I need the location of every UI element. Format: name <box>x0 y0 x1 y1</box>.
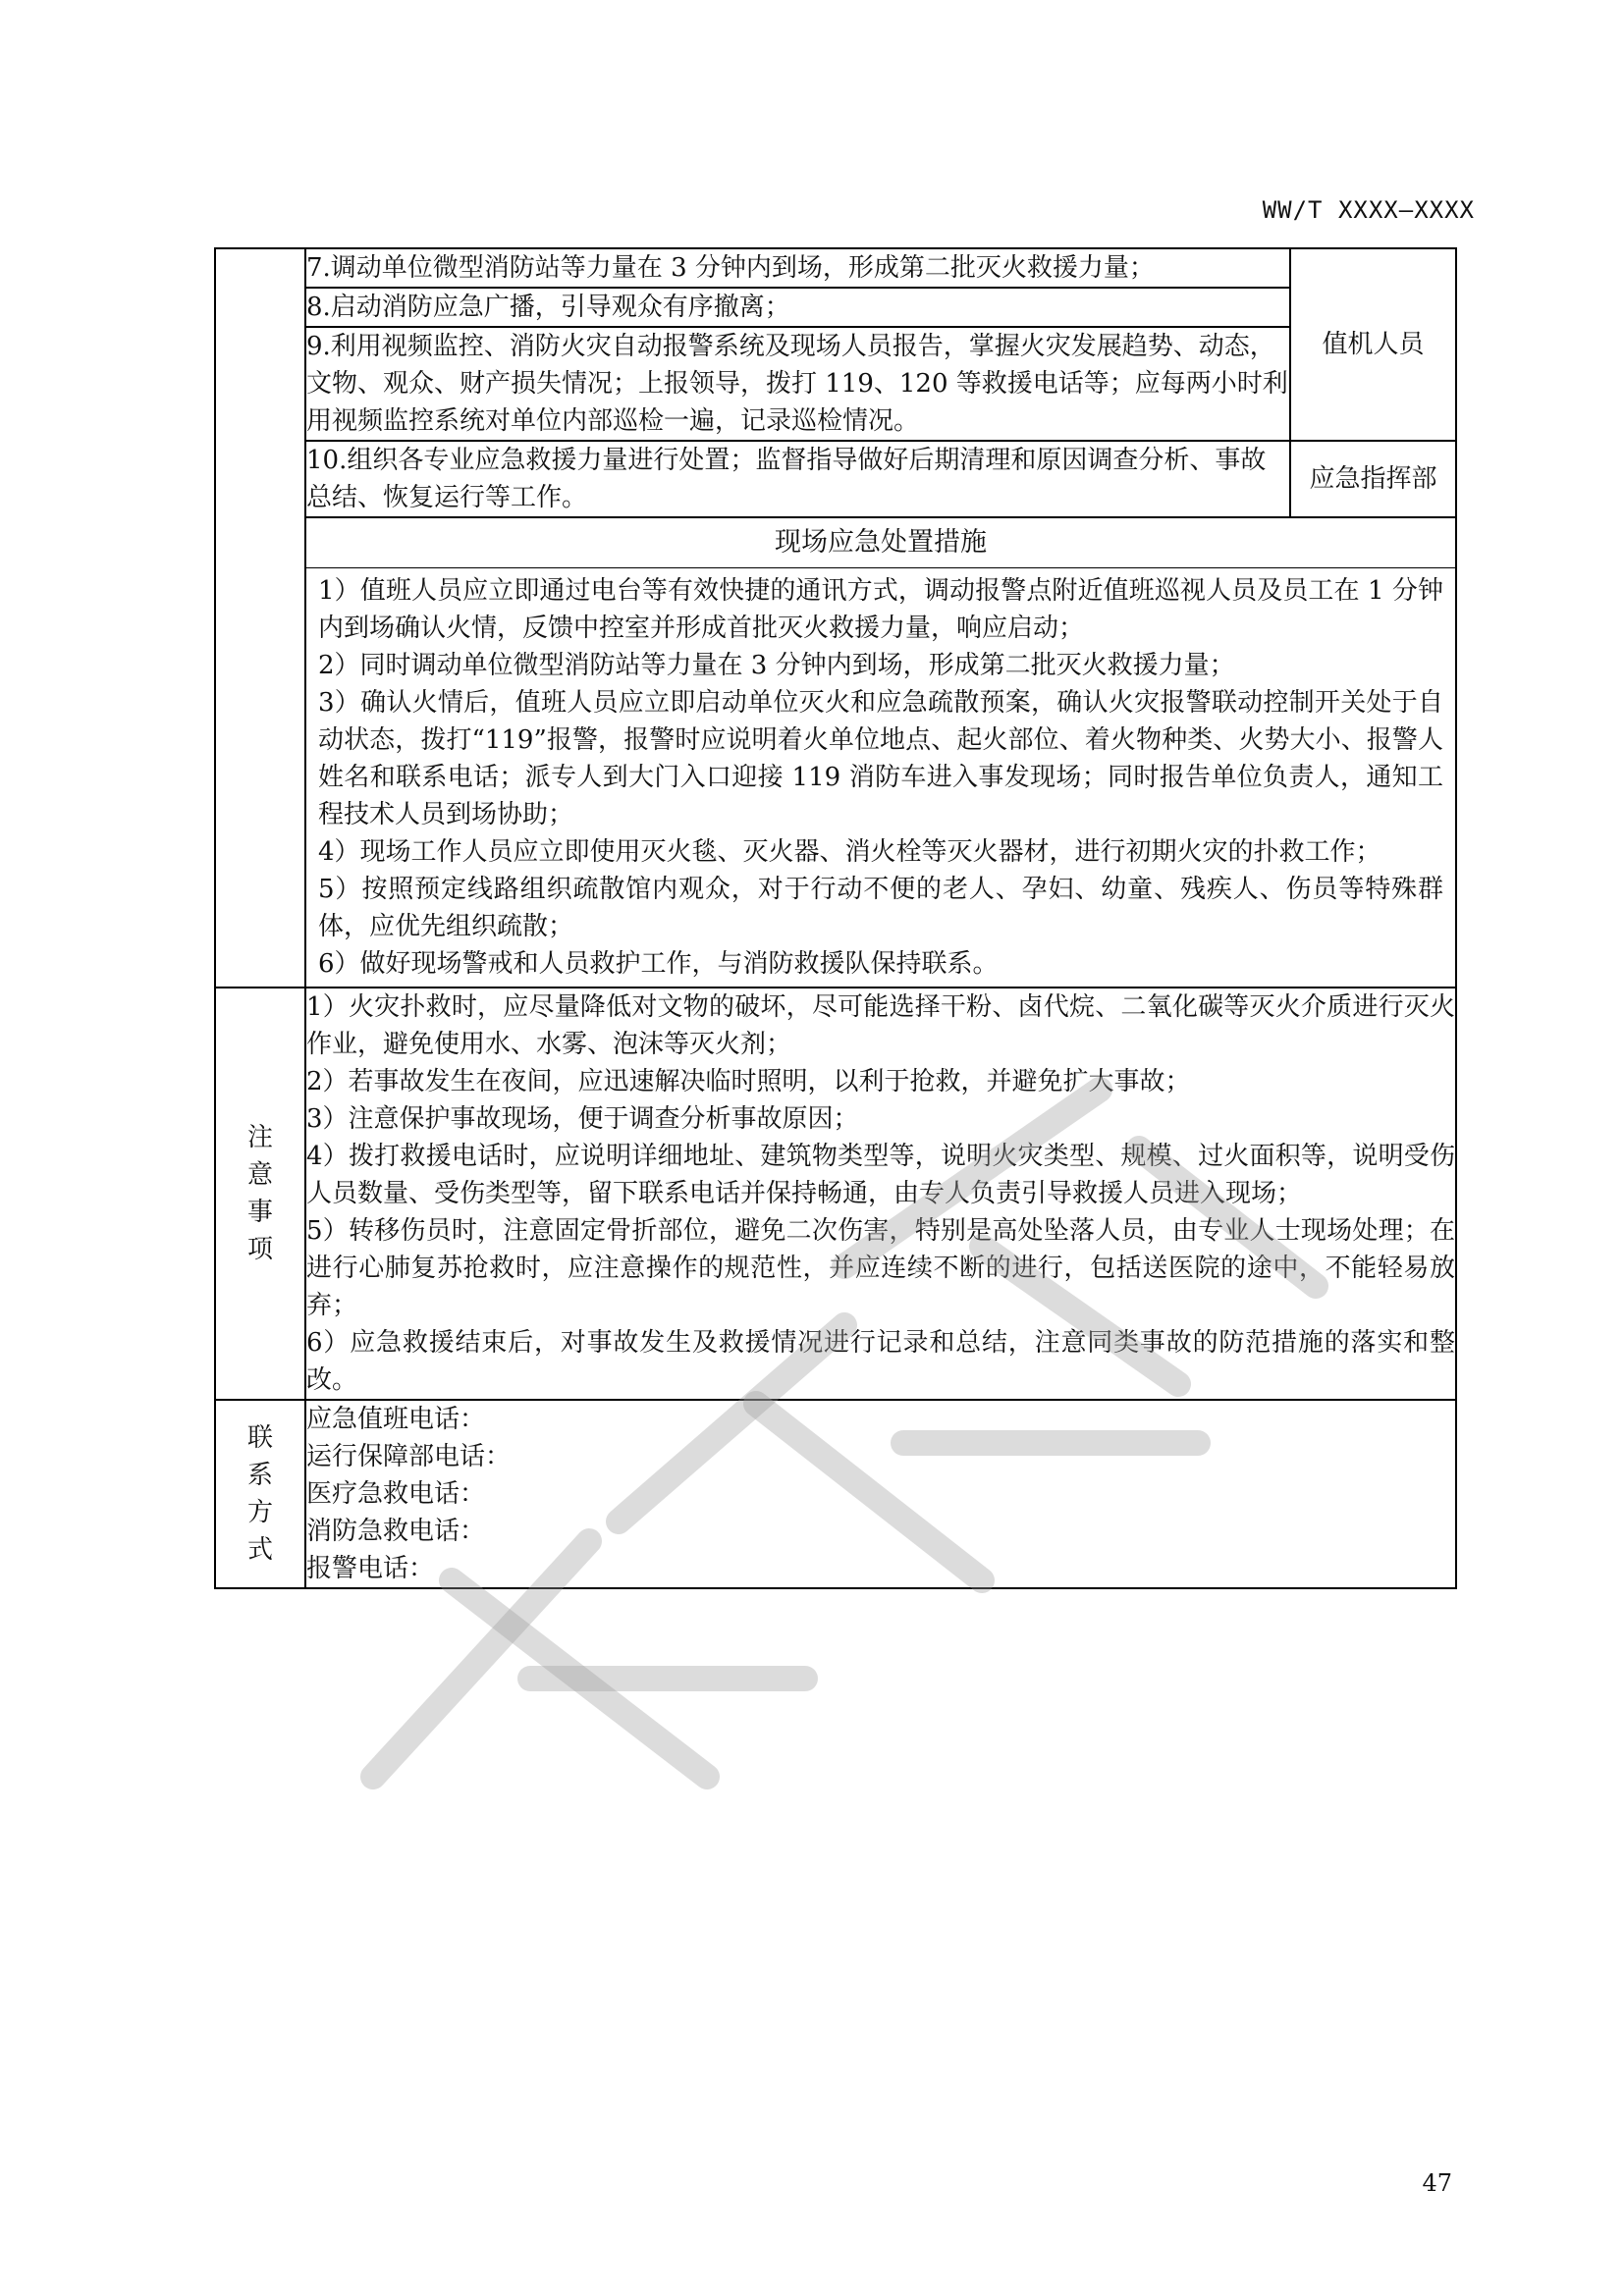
contact-label-char: 系 <box>246 1461 273 1490</box>
note-item: 5）转移伤员时，注意固定骨折部位，避免二次伤害，特别是高处坠落人员，由专业人士现场处理；在进行心肺复苏抢救时，应注意操作的规范性，并应连续不断的进行，包括送医院的途中，不能轻易放弃； <box>306 1216 1455 1320</box>
contact-label-char: 联 <box>246 1423 273 1453</box>
note-item: 3）注意保护事故现场，便于调查分析事故原因； <box>306 1104 859 1134</box>
contact-label-char: 式 <box>246 1535 273 1565</box>
onsite-cell <box>305 517 1456 988</box>
note-item: 4）拨打救援电话时，应说明详细地址、建筑物类型等，说明火灾类型、规模、过火面积等，说明受伤人员数量、受伤类型等，留下联系电话并保持畅通，由专人负责引导救援人员进入现场； <box>306 1142 1455 1208</box>
page-number: 47 <box>1422 2169 1452 2197</box>
onsite-item: 5）按照预定线路组织疏散馆内观众，对于行动不便的老人、孕妇、幼童、残疾人、伤员等特殊群体，应优先组织疏散； <box>318 875 1443 941</box>
contact-cell <box>305 1400 1456 1588</box>
notes-label-char: 注 <box>246 1123 273 1152</box>
onsite-item: 6）做好现场警戒和人员救护工作，与消防救援队保持联系。 <box>318 949 999 979</box>
role-duty-staff: 值机人员 <box>1290 249 1455 441</box>
task-item: 8.启动消防应急广播，引导观众有序撤离； <box>306 288 1290 327</box>
notes-cell <box>305 988 1456 1400</box>
contact-item: 报警电话： <box>306 1554 435 1583</box>
task-item: 7.调动单位微型消防站等力量在 3 分钟内到场，形成第二批灭火救援力量； <box>306 249 1290 288</box>
role-command: 应急指挥部 <box>1290 441 1455 516</box>
tasks-row <box>215 248 1456 517</box>
onsite-item: 1）值班人员应立即通过电台等有效快捷的通讯方式，调动报警点附近值班巡视人员及员工在 1 分钟内到场确认火情，反馈中控室并形成首批灭火救援力量，响应启动； <box>318 576 1443 643</box>
notes-row <box>215 988 1456 1400</box>
task-item: 9.利用视频监控、消防火灾自动报警系统及现场人员报告，掌握火灾发展趋势、动态，文物、观众、财产损失情况；上报领导，拨打 119、120 等救援电话等；应每两小时利用视频监控系统对单位内部巡检一遍，记录巡检情况。 <box>306 327 1290 441</box>
onsite-items <box>306 568 1455 987</box>
onsite-row <box>215 517 1456 988</box>
tasks-cell <box>305 248 1456 517</box>
onsite-item: 4）现场工作人员应立即使用灭火毯、灭火器、消火栓等灭火器材，进行初期火灾的扑救工作； <box>318 837 1381 867</box>
contact-label-char: 方 <box>246 1498 273 1527</box>
contact-item: 医疗急救电话： <box>306 1479 486 1509</box>
contact-label <box>215 1400 305 1588</box>
document-code: WW/T XXXX—XXXX <box>1262 196 1475 224</box>
notes-label <box>215 988 305 1400</box>
contact-item: 运行保障部电话： <box>306 1442 512 1471</box>
note-item: 2）若事故发生在夜间，应迅速解决临时照明，以利于抢救，并避免扩大事故； <box>306 1067 1191 1096</box>
note-item: 1）火灾扑救时，应尽量降低对文物的破坏，尽可能选择干粉、卤代烷、二氧化碳等灭火介质进行灭火作业，避免使用水、水雾、泡沫等灭火剂； <box>306 992 1455 1059</box>
task-item: 10.组织各专业应急救援力量进行处置；监督指导做好后期清理和原因调查分析、事故总结、恢复运行等工作。 <box>306 441 1290 516</box>
emergency-table <box>214 247 1457 1589</box>
contact-item: 消防急救电话： <box>306 1517 486 1546</box>
notes-label-char: 项 <box>246 1235 273 1264</box>
notes-label-char: 事 <box>246 1198 273 1227</box>
onsite-item: 3）确认火情后，值班人员应立即启动单位灭火和应急疏散预案，确认火灾报警联动控制开关处于自动状态，拨打“119”报警，报警时应说明着火单位地点、起火部位、着火物种类、火势大小、报警人姓名和联系电话；派专人到大门入口迎接 119 消防车进入事发现场；同时报告单位负责人，通知工程技术人员到场协助； <box>318 688 1443 829</box>
tasks-label-cell <box>215 248 305 988</box>
notes-label-char: 意 <box>246 1160 273 1190</box>
onsite-title: 现场应急处置措施 <box>306 518 1455 568</box>
onsite-item: 2）同时调动单位微型消防站等力量在 3 分钟内到场，形成第二批灭火救援力量； <box>318 651 1235 680</box>
contact-row <box>215 1400 1456 1588</box>
note-item: 6）应急救援结束后，对事故发生及救援情况进行记录和总结，注意同类事故的防范措施的落实和整改。 <box>306 1328 1455 1395</box>
task-table <box>306 249 1455 516</box>
contact-item: 应急值班电话： <box>306 1405 486 1434</box>
